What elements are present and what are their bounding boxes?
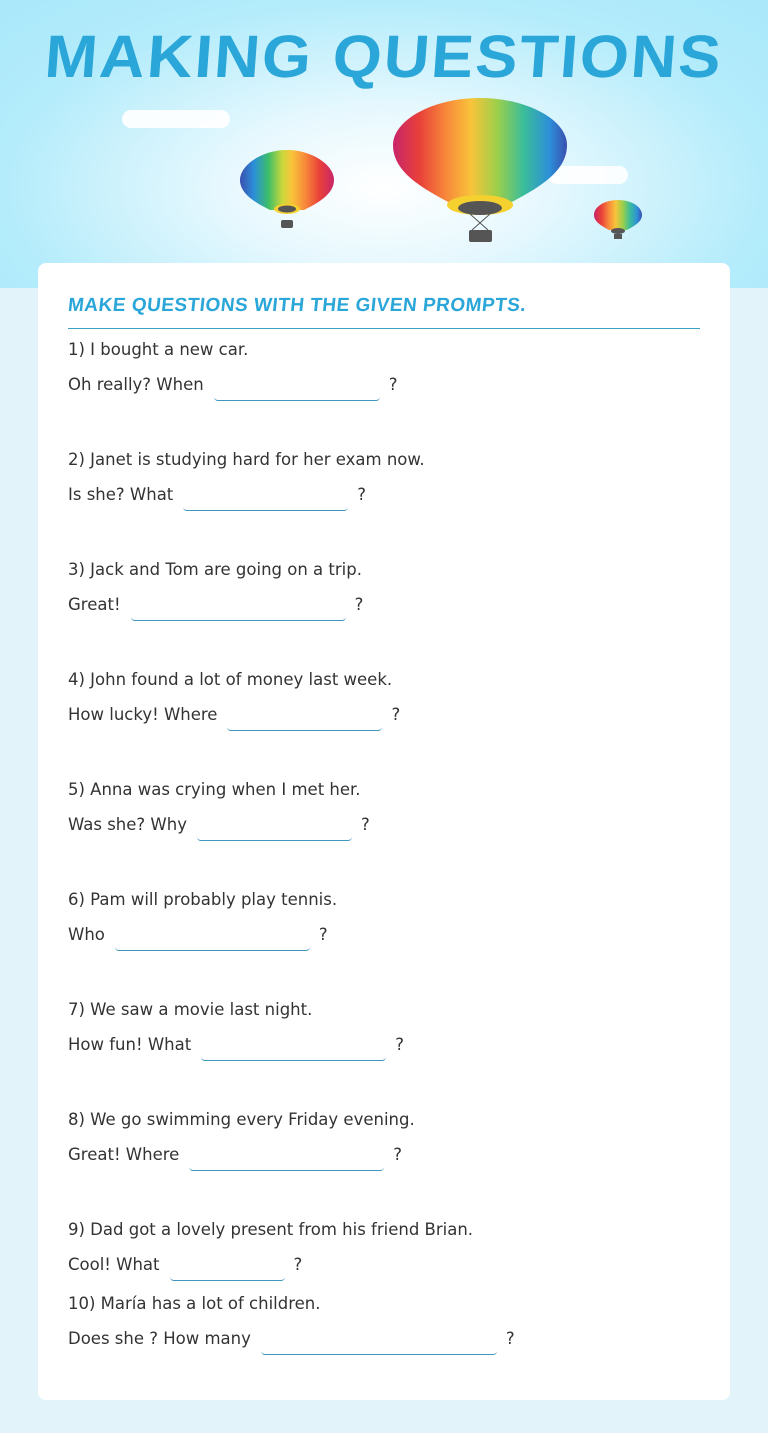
question-prompt: 5) Anna was crying when I met her. — [68, 780, 361, 799]
instructions-heading: MAKE QUESTIONS WITH THE GIVEN PROMPTS. — [66, 295, 528, 316]
question-prompt: 6) Pam will probably play tennis. — [68, 890, 338, 909]
header-banner — [0, 0, 768, 288]
answer-row — [68, 485, 366, 511]
answer-row — [68, 815, 370, 841]
question-prompt: 2) Janet is studying hard for her exam now. — [68, 450, 425, 469]
answer-lead-text: How fun! What — [68, 1035, 192, 1054]
answer-row — [68, 705, 400, 731]
answer-row — [68, 1329, 515, 1355]
question-prompt: 10) María has a lot of children. — [68, 1294, 321, 1313]
answer-row — [68, 1255, 302, 1281]
question-mark: ? — [357, 485, 367, 504]
answer-input[interactable] — [131, 595, 346, 621]
question-mark: ? — [388, 375, 398, 394]
question-prompt: 1) I bought a new car. — [68, 340, 249, 359]
balloon-large — [393, 98, 567, 242]
answer-input[interactable] — [189, 1145, 384, 1171]
answer-row — [68, 1145, 402, 1171]
answer-input[interactable] — [214, 375, 380, 401]
answer-row — [68, 595, 363, 621]
question-mark: ? — [360, 815, 370, 834]
answer-input[interactable] — [115, 925, 310, 951]
answer-lead-text: Cool! What — [68, 1255, 160, 1274]
balloon-tiny — [594, 200, 642, 239]
question-prompt: 9) Dad got a lovely present from his friend Brian. — [68, 1220, 474, 1239]
answer-lead-text: Is she? What — [68, 485, 174, 504]
answer-row — [68, 925, 328, 951]
answer-lead-text: Who — [68, 925, 105, 944]
answer-input[interactable] — [201, 1035, 386, 1061]
page-title: MAKING QUESTIONS — [42, 23, 726, 90]
answer-lead-text: Great! Where — [68, 1145, 180, 1164]
answer-input[interactable] — [183, 485, 348, 511]
answer-lead-text: Was she? Why — [68, 815, 187, 834]
answer-input[interactable] — [170, 1255, 285, 1281]
question-mark: ? — [393, 1145, 403, 1164]
question-prompt: 7) We saw a movie last night. — [68, 1000, 313, 1019]
answer-lead-text: How lucky! Where — [68, 705, 218, 724]
answer-input[interactable] — [197, 815, 352, 841]
answer-row — [68, 1035, 404, 1061]
question-mark: ? — [395, 1035, 404, 1054]
answer-lead-text: Oh really? When — [68, 375, 204, 394]
question-prompt: 8) We go swimming every Friday evening. — [68, 1110, 415, 1129]
question-prompt: 4) John found a lot of money last week. — [68, 670, 393, 689]
worksheet-card — [38, 263, 730, 1400]
question-mark: ? — [293, 1255, 303, 1274]
divider — [68, 328, 700, 329]
question-mark: ? — [318, 925, 328, 944]
answer-row — [68, 375, 397, 401]
question-mark: ? — [354, 595, 364, 614]
question-mark: ? — [505, 1329, 515, 1348]
question-mark: ? — [391, 705, 401, 724]
answer-input[interactable] — [261, 1329, 497, 1355]
answer-input[interactable] — [227, 705, 382, 731]
balloon-small — [240, 150, 334, 228]
answer-lead-text: Does she ? How many — [68, 1329, 251, 1348]
question-prompt: 3) Jack and Tom are going on a trip. — [68, 560, 362, 579]
answer-lead-text: Great! — [68, 595, 121, 614]
